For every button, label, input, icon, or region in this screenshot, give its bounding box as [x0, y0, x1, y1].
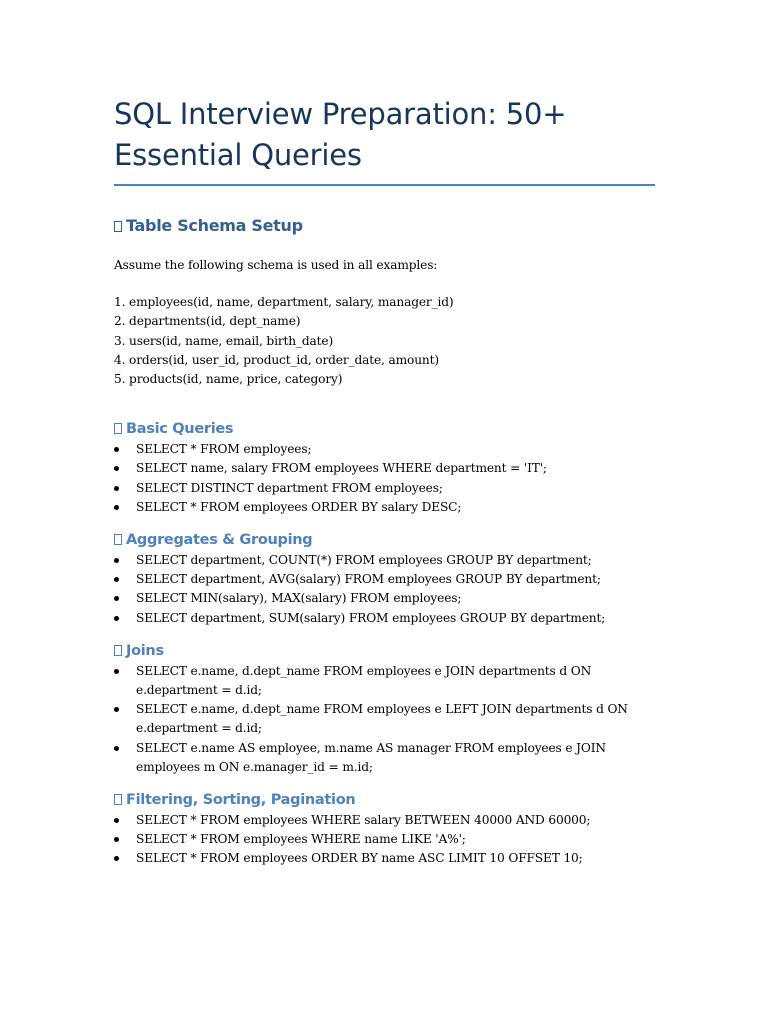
list-item: [114, 700, 648, 738]
missing-glyph-icon: [114, 534, 122, 545]
list-item: [114, 479, 648, 498]
query-text: SELECT * FROM employees ORDER BY name ASC LIMIT 10 OFFSET 10;: [136, 851, 583, 866]
bullet-icon: [114, 837, 119, 842]
schema-item: 1. employees(id, name, department, salary, manager_id): [114, 295, 454, 310]
query-list: [114, 551, 656, 628]
section-heading-text: Aggregates & Grouping: [126, 532, 313, 549]
missing-glyph-icon: [114, 645, 122, 656]
query-list: [114, 440, 656, 517]
bullet-icon: [114, 669, 119, 674]
bullet-icon: [114, 505, 119, 510]
section-heading-aggregates: [114, 532, 656, 548]
section-heading-text: Table Schema Setup: [126, 216, 303, 235]
query-text: SELECT * FROM employees ORDER BY salary DESC;: [136, 499, 462, 514]
list-item: [114, 570, 648, 589]
query-text: SELECT MIN(salary), MAX(salary) FROM employees;: [136, 591, 462, 606]
list-item: [114, 739, 648, 777]
list-item: [114, 662, 648, 700]
bullet-icon: [114, 447, 119, 452]
schema-intro: Assume the following schema is used in all examples:: [114, 258, 438, 272]
query-text: SELECT department, COUNT(*) FROM employees GROUP BY department;: [136, 553, 592, 568]
query-text: SELECT e.name, d.dept_name FROM employees e LEFT JOIN departments d ON e.department = d.id;: [136, 702, 628, 736]
document-title: SQL Interview Preparation: 50+ Essential Queries: [114, 94, 655, 186]
section-heading-basic-queries: [114, 421, 656, 437]
query-list: [114, 811, 656, 869]
bullet-icon: [114, 596, 119, 601]
query-text: SELECT e.name AS employee, m.name AS manager FROM employees e JOIN employees m ON e.manager_id = m.id;: [136, 740, 606, 774]
list-item: [114, 498, 648, 517]
query-text: SELECT DISTINCT department FROM employees;: [136, 480, 443, 495]
section-heading-joins: [114, 643, 656, 659]
query-list: [114, 662, 656, 777]
section-heading-text: Joins: [126, 642, 164, 659]
schema-item: 5. products(id, name, price, category): [114, 372, 343, 387]
list-item: [114, 849, 648, 868]
section-heading-schema: [114, 216, 656, 235]
section-heading-text: Basic Queries: [126, 421, 234, 438]
list-item: [114, 830, 648, 849]
schema-item: 2. departments(id, dept_name): [114, 314, 301, 329]
bullet-icon: [114, 856, 119, 861]
schema-list: [114, 293, 656, 389]
query-text: SELECT e.name, d.dept_name FROM employees e JOIN departments d ON e.department = d.id;: [136, 663, 592, 698]
bullet-icon: [114, 616, 119, 621]
list-item: [114, 551, 648, 570]
bullet-icon: [114, 746, 119, 751]
section-heading-text: Filtering, Sorting, Pagination: [126, 792, 356, 809]
query-text: SELECT department, SUM(salary) FROM employees GROUP BY department;: [136, 610, 606, 625]
missing-glyph-icon: [114, 794, 122, 805]
schema-item: 4. orders(id, user_id, product_id, order_date, amount): [114, 352, 439, 367]
bullet-icon: [114, 707, 119, 712]
bullet-icon: [114, 486, 119, 491]
list-item: [114, 589, 648, 608]
list-item: [114, 459, 648, 478]
bullet-icon: [114, 818, 119, 823]
section-heading-filtering: [114, 792, 656, 808]
schema-item: 3. users(id, name, email, birth_date): [114, 333, 334, 348]
list-item: [114, 609, 648, 628]
list-item: [114, 811, 648, 830]
query-text: SELECT * FROM employees WHERE salary BETWEEN 40000 AND 60000;: [136, 813, 591, 828]
missing-glyph-icon: [114, 423, 122, 434]
bullet-icon: [114, 558, 119, 563]
query-text: SELECT department, AVG(salary) FROM employees GROUP BY department;: [136, 572, 601, 587]
bullet-icon: [114, 577, 119, 582]
list-item: [114, 440, 648, 459]
query-text: SELECT * FROM employees;: [136, 442, 312, 457]
missing-glyph-icon: [114, 221, 122, 232]
bullet-icon: [114, 466, 119, 471]
query-text: SELECT * FROM employees WHERE name LIKE 'A%';: [136, 832, 466, 847]
query-text: SELECT name, salary FROM employees WHERE department = 'IT';: [136, 461, 547, 476]
